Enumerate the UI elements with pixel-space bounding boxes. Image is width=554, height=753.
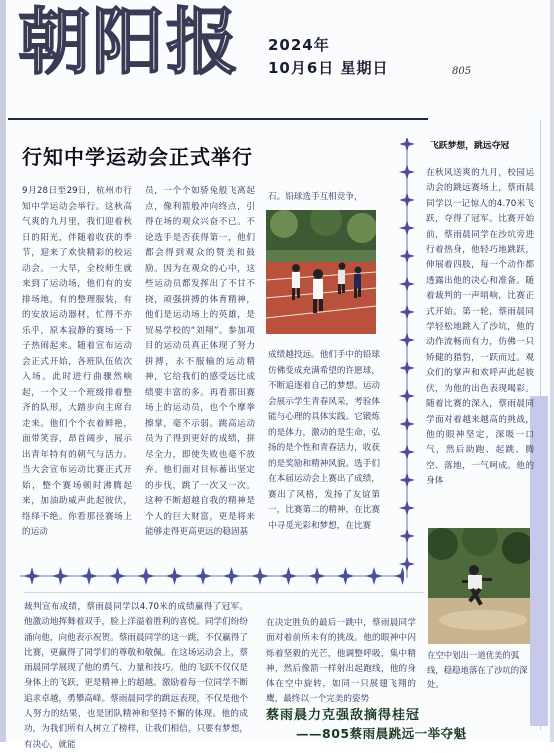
article-column-3 xyxy=(268,348,380,534)
article-column-1 xyxy=(22,184,132,541)
star-ornament xyxy=(399,388,415,404)
track-race-photo xyxy=(266,210,376,334)
star-ornament xyxy=(308,567,326,585)
masthead-day: 10月6日 星期日 xyxy=(268,59,389,78)
vertical-star-divider xyxy=(398,138,416,578)
masthead-year: 2024年 xyxy=(268,36,330,54)
article-column-3-top xyxy=(268,190,380,206)
star-ornament xyxy=(52,567,70,585)
star-ornament xyxy=(394,567,405,585)
star-ornament xyxy=(137,567,155,585)
article-column-3-text: 成绩越投远。他们手中的铅球仿佛变成充满希望的许愿球，不断追逐着自己的梦想。运动会展示学生青春风采，考验体能与心理的具体实践。它锻炼的是体力，激动的是生命，弘扬的是个性和青春活力，收获的是奖励和精神风貌。选手们在本届运动会上赛出了成绩，赛出了风格，发扬了友谊第一，比赛第二的精神，在比赛中寻觅光彩和梦想，在比赛 xyxy=(268,350,380,531)
star-ornament xyxy=(399,220,415,236)
bottom-middle-text: 在决定胜负的最后一跳中，蔡雨晨同学面对着前所未有的挑战。他的眼神中闪烁着坚毅的光芒，他调整呼吸，集中精神，然后像箭一样射出起跑线，他的身体在空中旋转，如同一只展翅飞翔的鹰，最终以一个完美的姿势 xyxy=(266,618,416,705)
bottom-left-article xyxy=(24,600,248,753)
star-ornament xyxy=(280,567,298,585)
star-ornament xyxy=(399,164,415,180)
star-ornament xyxy=(80,567,98,585)
star-ornament xyxy=(337,567,355,585)
star-ornament xyxy=(399,360,415,376)
page-edge-left xyxy=(0,0,6,742)
star-ornament xyxy=(399,332,415,348)
star-ornament xyxy=(223,567,241,585)
slogan-subheadline: ——805蔡雨晨跳远一举夺魁 xyxy=(296,726,467,741)
star-ornament xyxy=(399,304,415,320)
star-ornament xyxy=(399,472,415,488)
star-ornament xyxy=(194,567,212,585)
side-article-body xyxy=(426,166,534,490)
star-ornament xyxy=(399,416,415,432)
masthead-date xyxy=(268,34,389,81)
page-edge-right xyxy=(550,0,554,742)
side-article-text: 在秋风送爽的九月，校园运动会的跳远赛场上，蔡雨晨同学以一记惊人的4.70米飞跃，夺得了冠军。比赛开始前，蔡雨晨同学在沙坑旁进行着热身，他轻巧地跳跃，伸展着四肢，每一个动作都透露出他的决心和准备。随着裁判的一声哨响，比赛正式开始。第一轮，蔡雨晨同学轻松地跳入了沙坑，他的动作流畅而有力，仿佛一只矫健的猎豹，一跃而过。观众们的掌声和欢呼声此起彼伏，为他的出色表现喝彩。随着比赛的深入，蔡雨晨同学面对着越来越高的挑战，他的眼神坚定，深吸一口气，然后助跑、起跳、腾空、落地，一气呵成。他的身体 xyxy=(426,168,534,487)
track-race-illustration xyxy=(266,210,376,334)
star-ornament xyxy=(399,528,415,544)
article-headline: 行知中学运动会正式举行 xyxy=(22,145,253,169)
slogan-headline: 蔡雨晨力克强敌摘得桂冠 xyxy=(266,708,421,723)
side-article-title: 飞跃梦想，跳远夺冠 xyxy=(430,141,510,151)
star-ornament xyxy=(399,276,415,292)
article-column-2 xyxy=(145,184,255,541)
star-ornament xyxy=(399,138,415,152)
article-column-3-top-text: 石。铅球选手互相竞争， xyxy=(268,192,363,202)
bottom-left-text: 裁判宣布成绩，蔡雨晨同学以4.70米的成绩赢得了冠军。他激动地挥舞着双手，脸上洋溢着胜利的喜悦。同学们纷纷涌向他，向他表示祝贺。蔡雨晨同学的这一跳，不仅赢得了比赛，更赢得了同学们的尊敬和敬佩。在这场运动会上，蔡雨晨同学展现了他的勇气、力量和技巧。他的飞跃不仅仅是身体上的飞跃，更是精神上的超越。激励着每一位同学不断追求卓越，勇攀高峰。蔡雨晨同学的跳远表现，不仅是他个人努力的结果，也是团队精神和坚持不懈的体现。他的成功，为我们所有人树立了榜样，让我们相信，只要有梦想，有决心，就能 xyxy=(24,602,248,750)
article-column-2-text: 员，一个个如骄兔般飞离起点，像利箭般冲向终点，引得在场的观众兴奋不已。不论选手是否获得第一，他们都会得到观众的赞美和鼓励。因为在观众的心中，这些运动员都发挥出了不甘不挠，顽强拼搏的体育精神，他们是运动场上的英雄，是贸易学校的“刘翔”。参加项目的运动员真正体现了努力拼搏，永不服输的运动精神，它给我们的感受远比成绩要丰富的多。再看那田赛场上的运动员，也个个摩拳擦掌，毫不示弱。跳高运动员为了得到更好的成绩，拼尽全力，即使失败也毫不放弃。他们面对目标蓄出坚定的步伐，跳了一次又一次。这种不断超越自我的精神是个人的巨大财富，更是将来能够走得更高更远的稳固基 xyxy=(145,186,255,537)
masthead-title: 朝阳报 xyxy=(18,0,241,84)
article-column-1-text: 9月28日至29日，杭州市行知中学运动会举行。这秋高气爽的九月里，我们迎着秋日的阳光，伴随着收获的季节，迎来了欢快精彩的校运动会。一大早，全校师生就来到了运动场，他们有的安排场地，有的整理服装，有的安放运动器材，忙得不亦乐乎，原本寂静的赛场一下子热闹起来。随着宣布运动会正式开始，各班队伍依次入场。此时进行曲骤然响起，一个又一个班级排着整齐的队形，大踏步向主席台走来。他们个个衣着鲜艳，面带笑容，昂首阔步，展示出青年特有的朝气与活力。当大会宣布运动比赛正式开始，整个赛场顿时沸腾起来，加油助威声此起彼伏，络绎不绝。你看那径赛场上的运动 xyxy=(22,186,132,537)
star-ornament xyxy=(399,248,415,264)
star-ornament xyxy=(399,500,415,516)
handwritten-class-number: 805 xyxy=(452,66,472,77)
horizontal-star-divider xyxy=(20,566,404,586)
star-ornament xyxy=(109,567,127,585)
star-ornament xyxy=(251,567,269,585)
photo-caption: 在空中划出一道优美的弧线，稳稳地落在了沙坑的深处。 xyxy=(427,650,528,689)
star-ornament xyxy=(365,567,383,585)
long-jump-illustration xyxy=(428,528,530,644)
bottom-section-rule xyxy=(24,592,424,593)
bottom-middle-article xyxy=(266,616,416,708)
star-ornament xyxy=(166,567,184,585)
star-ornament xyxy=(399,444,415,460)
star-ornament xyxy=(399,192,415,208)
long-jump-photo xyxy=(428,528,530,644)
masthead-divider xyxy=(8,118,428,120)
star-ornament xyxy=(23,567,41,585)
